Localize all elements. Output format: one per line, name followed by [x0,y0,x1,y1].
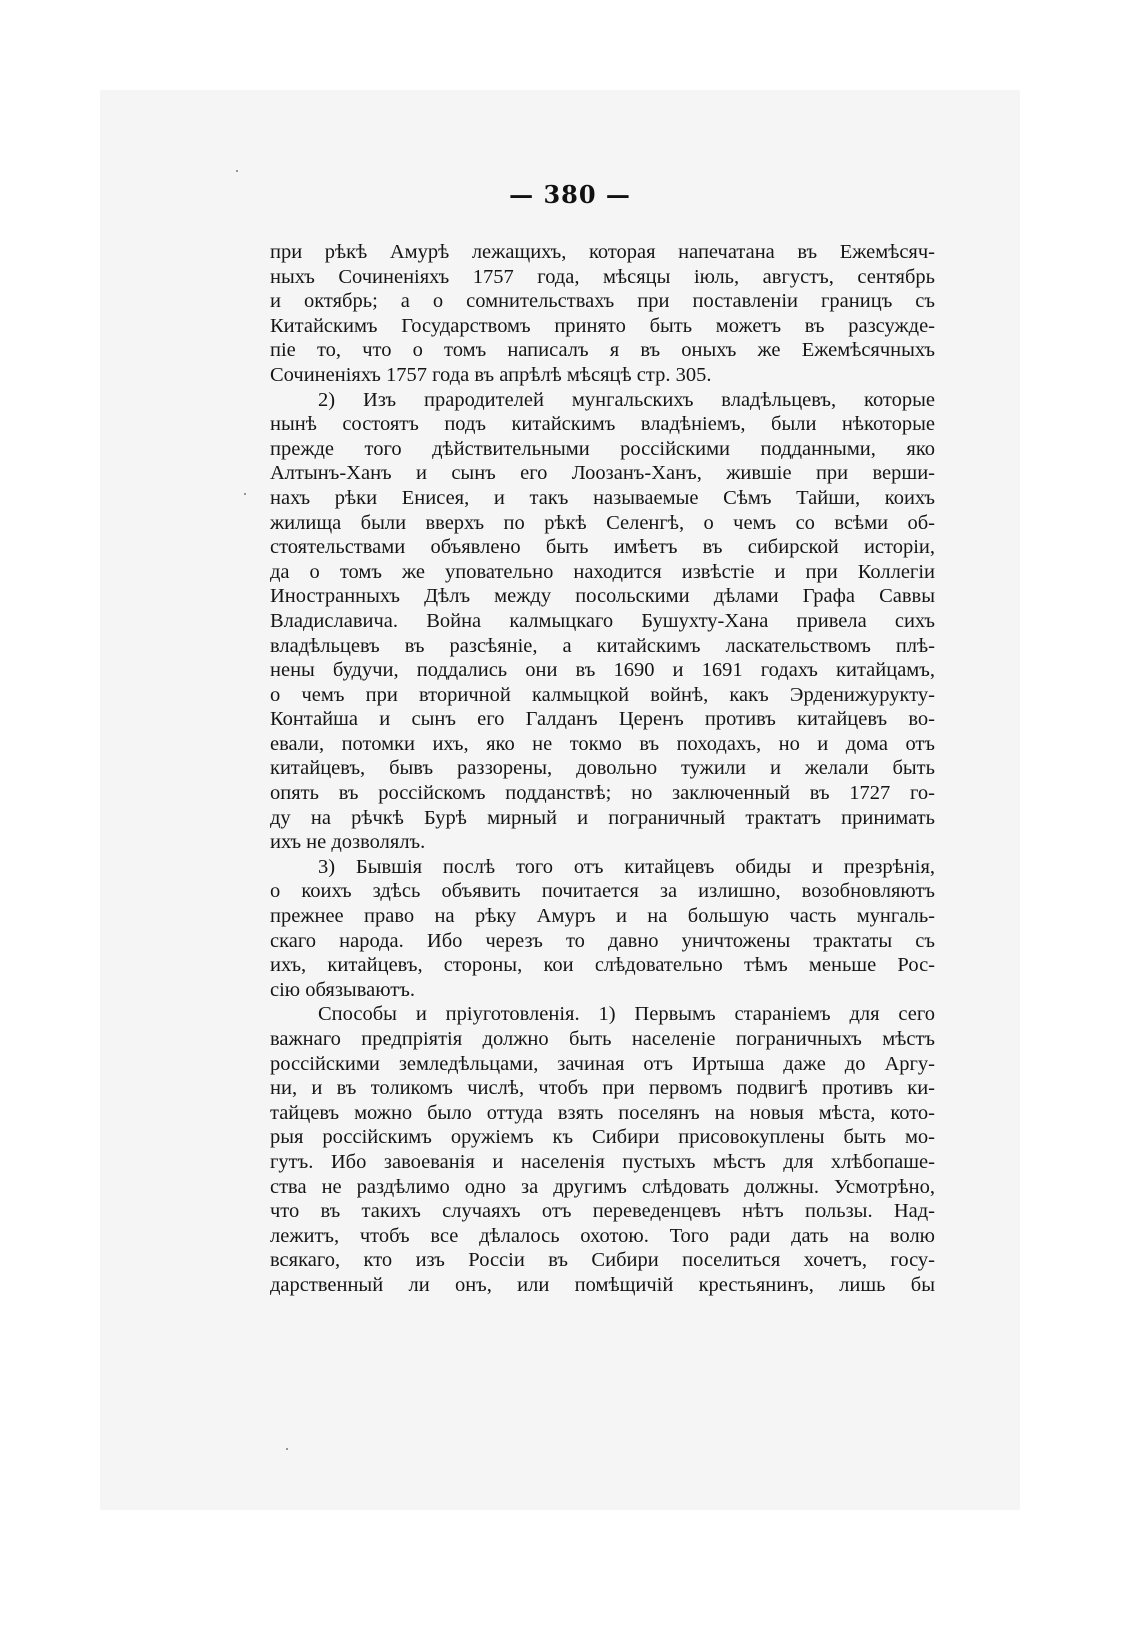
scan-speck [236,170,238,172]
scan-speck [286,1448,288,1450]
text-line: 2) Изъ прародителей мунгальскихъ владѣльцевъ, которые [318,388,935,411]
text-line: да о томъ же уповательно находится извѣстіе и при Коллегіи [270,560,935,583]
text-line: тайцевъ можно было оттуда взять поселянъ на новыя мѣста, кото- [270,1101,935,1124]
scan-speck [244,493,246,495]
text-line: Контайша и сынъ его Галданъ Церенъ противъ китайцевъ во- [270,708,935,731]
text-line: евали, потомки ихъ, яко не токмо въ походахъ, но и дома отъ [270,732,935,755]
text-line: піе то, что о томъ написалъ я въ оныхъ же Ежемѣсячныхъ [270,339,935,362]
text-line: нахъ рѣки Енисея, и такъ называемые Сѣмъ Тайши, коихъ [270,486,935,509]
text-line: Алтынъ-Ханъ и сынъ его Лоозанъ-Ханъ, жившіе при верши- [270,462,935,485]
text-line: нены будучи, поддались они въ 1690 и 1691 годахъ китайцамъ, [270,659,935,682]
text-line: гутъ. Ибо завоеванія и населенія пустыхъ мѣстъ для хлѣбопаше- [270,1150,935,1173]
text-line: ства не раздѣлимо одно за другимъ слѣдовать должны. Усмотрѣно, [270,1175,935,1198]
text-line: сію обязываютъ. [270,978,415,1001]
text-line: ныхъ Сочиненіяхъ 1757 года, мѣсяцы іюль, августъ, сентябрь [270,265,935,288]
text-line: что въ такихъ случаяхъ отъ переведенцевъ нѣтъ пользы. Над- [270,1200,935,1223]
text-line: жилища были вверхъ по рѣкѣ Селенгѣ, о чемъ со всѣми об- [270,511,935,534]
text-line: Сочиненіяхъ 1757 года въ апрѣлѣ мѣсяцѣ стр. 305. [270,363,712,386]
text-line: Иностранныхъ Дѣлъ между посольскими дѣлами Графа Саввы [270,585,935,608]
text-line: нынѣ состоятъ подъ китайскимъ владѣніемъ, были нѣкоторые [270,413,935,436]
text-line: владѣльцевъ въ разсѣяніе, а китайскимъ ласкательствомъ плѣ- [270,634,935,657]
text-line: 3) Бывшія послѣ того отъ китайцевъ обиды и презрѣнія, [318,855,935,878]
text-line: прежде того дѣйствительными россійскими подданными, яко [270,437,935,460]
text-line: о коихъ здѣсь объявить почитается за излишно, возобновляютъ [270,880,935,903]
page-number: — 380 — [509,180,631,209]
text-line: лежитъ, чтобъ все дѣлалось охотою. Того ради дать на волю [270,1224,935,1247]
text-line: скаго народа. Ибо черезъ то давно уничтожены трактаты съ [270,929,935,952]
text-line: важнаго предпріятія должно быть населеніе пограничныхъ мѣстъ [270,1028,935,1050]
text-line: о чемъ при вторичной калмыцкой войнѣ, какъ Эрденижурукту- [270,683,935,706]
text-line: ихъ не дозволялъ. [270,831,426,854]
text-line: при рѣкѣ Амурѣ лежащихъ, которая напечатана въ Ежемѣсяч- [270,241,935,263]
text-line: опять въ россійскомъ подданствѣ; но заключенный въ 1727 го- [270,782,935,805]
text-line: Владиславича. Война калмыцкаго Бушухту-Хана привела сихъ [270,609,935,632]
text-line: россійскими земледѣльцами, зачиная отъ Иртыша даже до Аргу- [270,1052,935,1075]
text-line: дарственный ли онъ, или помѣщичій крестьянинъ, лишь бы [270,1273,935,1296]
text-line: Способы и пріуготовленія. 1) Первымъ стараніемъ для сего [318,1003,935,1026]
text-line: рыя россійскимъ оружіемъ къ Сибири присовокуплены быть мо- [270,1126,935,1149]
text-line: ихъ, китайцевъ, стороны, кои слѣдовательно тѣмъ меньше Рос- [270,954,935,977]
text-line: прежнее право на рѣку Амуръ и на большую часть мунгаль- [270,905,935,928]
text-line: и октябрь; а о сомнительствахъ при поставленіи границъ съ [270,290,935,313]
text-line: стоятельствами объявлено быть имѣетъ въ сибирской исторіи, [270,536,935,559]
text-line: китайцевъ, бывъ раззорены, довольно тужили и желали быть [270,757,935,780]
text-line: всякаго, кто изъ Россіи въ Сибири поселиться хочетъ, госу- [270,1249,935,1272]
body-text [270,240,935,1298]
text-line: ни, и въ толикомъ числѣ, чтобъ при первомъ подвигѣ противъ ки- [270,1077,935,1100]
text-line: ду на рѣчкѣ Бурѣ мирный и пограничный трактатъ принимать [270,806,935,829]
text-line: Китайскимъ Государствомъ принято быть можетъ въ разсужде- [270,314,935,337]
